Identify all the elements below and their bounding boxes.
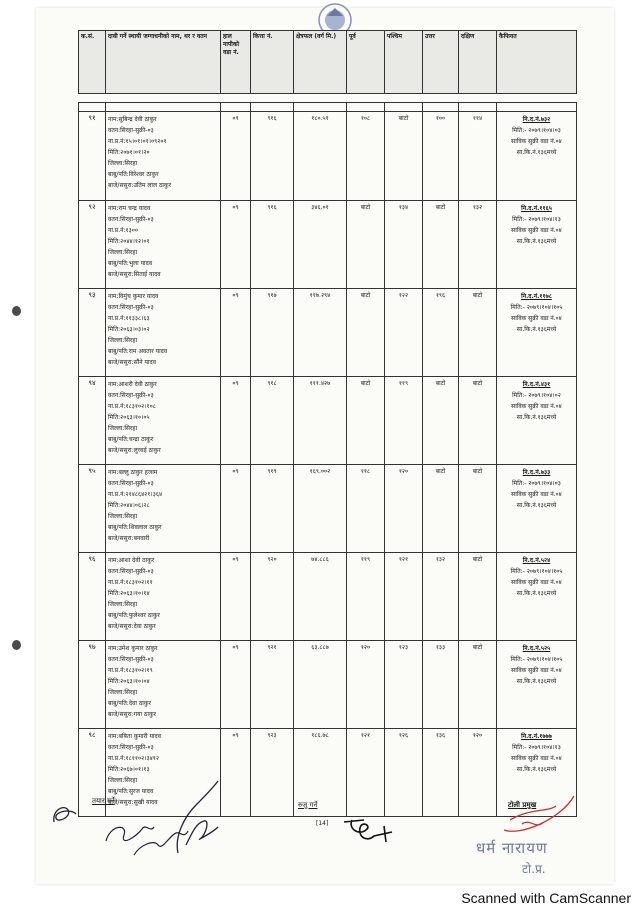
south-cell: बाटो bbox=[459, 377, 497, 465]
column-header: पूर्व bbox=[347, 31, 385, 94]
remark-line: साविक सुक्री वडा नं.०४ bbox=[511, 579, 562, 586]
table-header bbox=[78, 30, 577, 94]
remark-line: सा.कि.नं.१३६मध्ये bbox=[516, 326, 557, 333]
column-header: क.सं. bbox=[79, 31, 106, 94]
remark-line: मिति:- २०७९।१०४।१३ bbox=[512, 216, 561, 223]
application-ref: नि.द.नं.११७८ bbox=[521, 293, 552, 300]
area-cell: १६९.००२ bbox=[294, 465, 347, 553]
area-cell: १८०.५१ bbox=[294, 112, 347, 201]
table-row bbox=[79, 377, 577, 465]
owner-detail-line: बाजे/ससुरा:लुच्चई ठाकुर bbox=[108, 447, 161, 454]
owner-details bbox=[106, 112, 221, 201]
owner-detail-line: ना.प्र.नं:११३३८।६३ bbox=[108, 315, 150, 322]
owner-detail-line: जिल्ला:सिरहा bbox=[108, 689, 138, 696]
remark-line: सा.कि.नं.१३६मध्ये bbox=[516, 766, 557, 773]
owner-detail-line: वतन:सिरहा-सुक्री-०३ bbox=[108, 656, 154, 663]
stamp-name: धर्म नारायण bbox=[476, 839, 548, 857]
remark-line: साविक सुक्री वडा नं.०४ bbox=[511, 227, 562, 234]
owner-detail-line: मिति:२०७१।०१।२० bbox=[108, 149, 150, 156]
owner-detail-line: ना.प्र.नं:१८३१०२।११ bbox=[108, 579, 153, 586]
north-cell: बाटो bbox=[423, 377, 459, 465]
owner-detail-line: नाम:सुबिन्द्र देवी ठाकुर bbox=[108, 116, 157, 123]
kitta-cell: ९१६ bbox=[251, 201, 294, 289]
spacer-row bbox=[79, 103, 577, 112]
table-row bbox=[79, 112, 577, 201]
owner-detail-line: बाजे/ससुरा:सुखी यादव bbox=[108, 799, 158, 806]
ward-cell: ०९ bbox=[221, 289, 251, 377]
ward-cell: ०९ bbox=[221, 377, 251, 465]
south-cell: बाटो bbox=[459, 289, 497, 377]
column-header: कैफियत bbox=[497, 31, 577, 94]
column-header: क्षेत्रफल (वर्ग मि.) bbox=[294, 31, 347, 94]
owner-detail-line: वतन:सिरहा-सुक्री-०३ bbox=[108, 392, 154, 399]
owner-detail-line: नाम:बबिता कुमारी यादव bbox=[108, 733, 162, 740]
column-header: कित्ता नं. bbox=[251, 31, 294, 94]
owner-detail-line: बाजे/ससुरा:उतिम लाल ठाकुर bbox=[108, 182, 172, 189]
serial-number: ९३ bbox=[79, 289, 106, 377]
remark-cell bbox=[497, 289, 577, 377]
owner-detail-line: बाजे/ससुरा:देवा ठाकुर bbox=[108, 623, 156, 630]
north-cell: बाटो bbox=[423, 201, 459, 289]
serial-number: ९१ bbox=[79, 112, 106, 201]
owner-detail-line: नाम:आशा देवी ठाकुर bbox=[108, 557, 155, 564]
east-cell: १२१ bbox=[347, 729, 385, 817]
header-row bbox=[79, 31, 577, 94]
east-cell: ११८ bbox=[347, 465, 385, 553]
kitta-cell: ९१८ bbox=[251, 377, 294, 465]
owner-detail-line: बाजे/ससुरा:सिताई यादव bbox=[108, 271, 161, 278]
remark-line: मिति:- २०७९।१०४।०२ bbox=[512, 392, 561, 399]
remark-line: साविक सुक्री वडा नं.०४ bbox=[511, 315, 562, 322]
remark-cell bbox=[497, 465, 577, 553]
owner-details bbox=[106, 201, 221, 289]
owner-detail-line: जिल्ला:सिरहा bbox=[108, 777, 138, 784]
owner-details bbox=[106, 465, 221, 553]
east-cell: बाटो bbox=[347, 377, 385, 465]
owner-details bbox=[106, 377, 221, 465]
column-header: दावी गर्ने स्थायी जग्गाधनीको नाम, थर र वतन bbox=[106, 31, 221, 94]
east-cell: १०८ bbox=[347, 112, 385, 201]
application-ref: नि.द.नं.५२४ bbox=[522, 557, 551, 564]
east-cell: बाटो bbox=[347, 201, 385, 289]
owner-detail-line: ना.प्र.नं:२१४८६४२१।३६४ bbox=[108, 491, 163, 498]
serial-number: ९८ bbox=[79, 729, 106, 817]
owner-detail-line: बाजे/ससुरा:गया ठाकुर bbox=[108, 711, 157, 718]
owner-detail-line: ना.प्र.नं:१८३१०२।१०८ bbox=[108, 403, 156, 410]
remark-cell bbox=[497, 641, 577, 729]
table-row bbox=[79, 465, 577, 553]
kitta-cell: ९२३ bbox=[251, 729, 294, 817]
owner-detail-line: ना.प्र.नं:१८३१०२।१९ bbox=[108, 667, 153, 674]
signature-initial bbox=[50, 800, 80, 830]
south-cell: बाटो bbox=[459, 553, 497, 641]
west-cell: १२० bbox=[385, 465, 423, 553]
page-number: [14] bbox=[316, 820, 329, 827]
south-cell: बाटो bbox=[459, 465, 497, 553]
owner-detail-line: वतन:सिरहा-सुक्री-०३ bbox=[108, 568, 154, 575]
remark-line: साविक सुक्री वडा नं.०४ bbox=[511, 667, 562, 674]
punch-hole bbox=[12, 306, 21, 316]
checked-by-label: रुजु गर्ने bbox=[298, 801, 318, 809]
ward-cell: ०९ bbox=[221, 465, 251, 553]
area-cell: १११.४२७ bbox=[294, 377, 347, 465]
south-cell: १३२ bbox=[459, 201, 497, 289]
owner-detail-line: ना.प्र.नं:१८११०२।३४१२ bbox=[108, 755, 159, 762]
owner-detail-line: मिति:२०४४।१२।०१ bbox=[108, 238, 150, 245]
owner-detail-line: मिति:२०४४।०६।२८ bbox=[108, 502, 150, 509]
kitta-cell: ९१६ bbox=[251, 112, 294, 201]
remark-cell bbox=[497, 377, 577, 465]
owner-detail-line: मिति:२०६३।१०।०४ bbox=[108, 678, 150, 685]
application-ref: नि.द.नं.११६५ bbox=[521, 205, 552, 212]
remark-line: सा.कि.नं.१३६मध्ये bbox=[516, 149, 557, 156]
owner-detail-line: नाम:आशरी देवी ठाकुर bbox=[108, 381, 157, 388]
remark-line: सा.कि.नं.१३६मध्ये bbox=[516, 238, 557, 245]
owner-detail-line: जिल्ला:सिरहा bbox=[108, 513, 138, 520]
area-cell: ६३.८८७ bbox=[294, 641, 347, 729]
west-cell: बाटो bbox=[385, 112, 423, 201]
column-header: दक्षिण bbox=[459, 31, 497, 94]
owner-detail-line: बाबु/पति:विरेश्वर ठाकुर bbox=[108, 171, 159, 178]
table-row bbox=[79, 201, 577, 289]
remark-line: सा.कि.नं.१३६मध्ये bbox=[516, 590, 557, 597]
owner-detail-line: जिल्ला:सिरहा bbox=[108, 425, 138, 432]
north-cell: १३३ bbox=[423, 641, 459, 729]
kitta-cell: ९२० bbox=[251, 553, 294, 641]
column-header: उत्तर bbox=[423, 31, 459, 94]
column-header: पश्चिम bbox=[385, 31, 423, 94]
owner-detail-line: जिल्ला:सिरहा bbox=[108, 160, 138, 167]
west-cell: १२६ bbox=[385, 729, 423, 817]
ward-cell: ०९ bbox=[221, 112, 251, 201]
kitta-cell: ९२१ bbox=[251, 641, 294, 729]
application-ref: नि.द.नं.४३१ bbox=[522, 381, 551, 388]
kitta-cell: ९१९ bbox=[251, 465, 294, 553]
signature-checker bbox=[338, 808, 402, 848]
remark-line: मिति:- २०७९।१०४।०३ bbox=[512, 480, 561, 487]
owner-detail-line: वतन:सिरहा-सुक्री-०३ bbox=[108, 127, 154, 134]
west-cell: ११९ bbox=[385, 377, 423, 465]
north-cell: १९६ bbox=[423, 289, 459, 377]
remark-line: मिति:- २०७९।१०४।१३ bbox=[512, 744, 561, 751]
remark-line: सा.कि.नं.१३६मध्ये bbox=[516, 678, 557, 685]
ward-cell: ०९ bbox=[221, 201, 251, 289]
punch-hole bbox=[12, 640, 21, 650]
west-cell: १२१ bbox=[385, 553, 423, 641]
owner-detail-line: जिल्ला:सिरहा bbox=[108, 601, 138, 608]
owner-detail-line: बाबु/पति:देवा ठाकुर bbox=[108, 700, 151, 707]
table-row bbox=[79, 553, 577, 641]
owner-detail-line: ना.प्र.नं:१३०० bbox=[108, 227, 138, 234]
south-cell: १२० bbox=[459, 729, 497, 817]
owner-detail-line: बाबु/पति:चन्द्रा ठाकुर bbox=[108, 436, 154, 443]
owner-detail-line: जिल्ला:सिरहा bbox=[108, 337, 138, 344]
ward-cell: ०९ bbox=[221, 729, 251, 817]
ward-cell: ०९ bbox=[221, 641, 251, 729]
north-cell: १३२ bbox=[423, 553, 459, 641]
binder-holes bbox=[0, 0, 36, 910]
serial-number: ९२ bbox=[79, 201, 106, 289]
north-cell: बाटो bbox=[423, 465, 459, 553]
application-ref: नि.द.नं.१७७७ bbox=[521, 733, 552, 740]
remark-line: साविक सुक्री वडा नं.०४ bbox=[511, 491, 562, 498]
owner-detail-line: वतन:सिरहा-सुक्री-०३ bbox=[108, 216, 154, 223]
owner-detail-line: बाबु/पति:शिवलाल ठाकुर bbox=[108, 524, 162, 531]
area-cell: ३४६.०१ bbox=[294, 201, 347, 289]
owner-detail-line: नाम:बल्लु ठाकुर हजाम bbox=[108, 469, 158, 476]
approved-by-label: टोली प्रमुख bbox=[508, 801, 537, 809]
west-cell: १२३ bbox=[385, 641, 423, 729]
table-row bbox=[79, 641, 577, 729]
table-row bbox=[79, 289, 577, 377]
application-ref: नि.द.नं.५२५ bbox=[522, 645, 551, 652]
application-ref: नि.द.नं.७३२ bbox=[522, 116, 551, 123]
remark-line: साविक सुक्री वडा नं.०४ bbox=[511, 403, 562, 410]
serial-number: ९७ bbox=[79, 641, 106, 729]
signatures-preparers bbox=[100, 775, 235, 865]
owner-detail-line: बाबु/पति:भुला यादव bbox=[108, 260, 153, 267]
remark-cell bbox=[497, 553, 577, 641]
owner-detail-line: बाबु/पति:सुरज यादव bbox=[108, 788, 154, 795]
column-header: हाल नापीको वडा नं. bbox=[221, 31, 251, 94]
owner-detail-line: मिति:२०६३।०३।०२ bbox=[108, 326, 150, 333]
owner-detail-line: वतन:सिरहा-सुक्री-०३ bbox=[108, 480, 154, 487]
remark-line: मिति:- २०७९।१०४।१०५ bbox=[510, 568, 563, 575]
owner-detail-line: बाजे/ससुरा:बनवारी bbox=[108, 535, 150, 542]
owner-details bbox=[106, 289, 221, 377]
records-table bbox=[78, 102, 577, 817]
north-cell: १३६ bbox=[423, 729, 459, 817]
owner-detail-line: बाजे/ससुरा:सौंने यादव bbox=[108, 359, 156, 366]
owner-details bbox=[106, 553, 221, 641]
remark-line: मिति:- २०७९।१०४।१०५ bbox=[510, 656, 563, 663]
owner-detail-line: नाम:उमेश कुमार ठाकुर bbox=[108, 645, 158, 652]
north-cell: १०० bbox=[423, 112, 459, 201]
east-cell: ११९ bbox=[347, 553, 385, 641]
owner-detail-line: ना.प्र.नं:१५।०१।०१।०९२०१ bbox=[108, 138, 167, 145]
remark-line: सा.कि.नं.१३६मध्ये bbox=[516, 502, 557, 509]
area-cell: ११७.२९४ bbox=[294, 289, 347, 377]
area-cell: १८६.७८ bbox=[294, 729, 347, 817]
serial-number: ९५ bbox=[79, 465, 106, 553]
scanner-watermark: Scanned with CamScanner bbox=[461, 890, 631, 906]
remark-cell bbox=[497, 201, 577, 289]
owner-detail-line: मिति:२०६३।१०।०५ bbox=[108, 414, 150, 421]
south-cell: बाटो bbox=[459, 641, 497, 729]
remark-cell bbox=[497, 112, 577, 201]
remark-line: सा.कि.नं.१३६मध्ये bbox=[516, 414, 557, 421]
owner-detail-line: वतन:सिरहा-सुक्री-०३ bbox=[108, 304, 154, 311]
ward-cell: ०९ bbox=[221, 553, 251, 641]
owner-detail-line: नाम:राम चन्द्र यादव bbox=[108, 205, 151, 212]
owner-detail-line: नाम:विमुंच कुमार यादव bbox=[108, 293, 159, 300]
area-cell: ७४.८८६ bbox=[294, 553, 347, 641]
owner-detail-line: मिति:२०६७।०१।१३ bbox=[108, 766, 150, 773]
east-cell: बाटो bbox=[347, 289, 385, 377]
owner-details bbox=[106, 641, 221, 729]
stamp-title: टो.प्र. bbox=[522, 862, 546, 876]
owner-detail-line: बाबु/पति:राम अवतार यादव bbox=[108, 348, 168, 355]
owner-detail-line: बाबु/पति:फुलेश्वर ठाकुर bbox=[108, 612, 160, 619]
remark-line: मिति:- २०७९।१०४।१०५ bbox=[510, 304, 563, 311]
owner-detail-line: मिति:२०६३।१०।१४ bbox=[108, 590, 150, 597]
remark-line: साविक सुक्री वडा नं.०४ bbox=[511, 138, 562, 145]
kitta-cell: ९१७ bbox=[251, 289, 294, 377]
prepared-by-label: तयार गर्ने bbox=[92, 797, 115, 805]
remark-line: साविक सुक्री वडा नं.०४ bbox=[511, 755, 562, 762]
south-cell: ११४ bbox=[459, 112, 497, 201]
remark-line: मिति:- २०७९।१०४।०३ bbox=[512, 127, 561, 134]
west-cell: १३४ bbox=[385, 201, 423, 289]
east-cell: १२० bbox=[347, 641, 385, 729]
west-cell: १२२ bbox=[385, 289, 423, 377]
serial-number: ९४ bbox=[79, 377, 106, 465]
owner-detail-line: वतन:सिरहा-सुक्री-०३ bbox=[108, 744, 154, 751]
owner-detail-line: जिल्ला:सिरहा bbox=[108, 249, 138, 256]
serial-number: ९६ bbox=[79, 553, 106, 641]
application-ref: नि.द.नं.७३३ bbox=[522, 469, 551, 476]
